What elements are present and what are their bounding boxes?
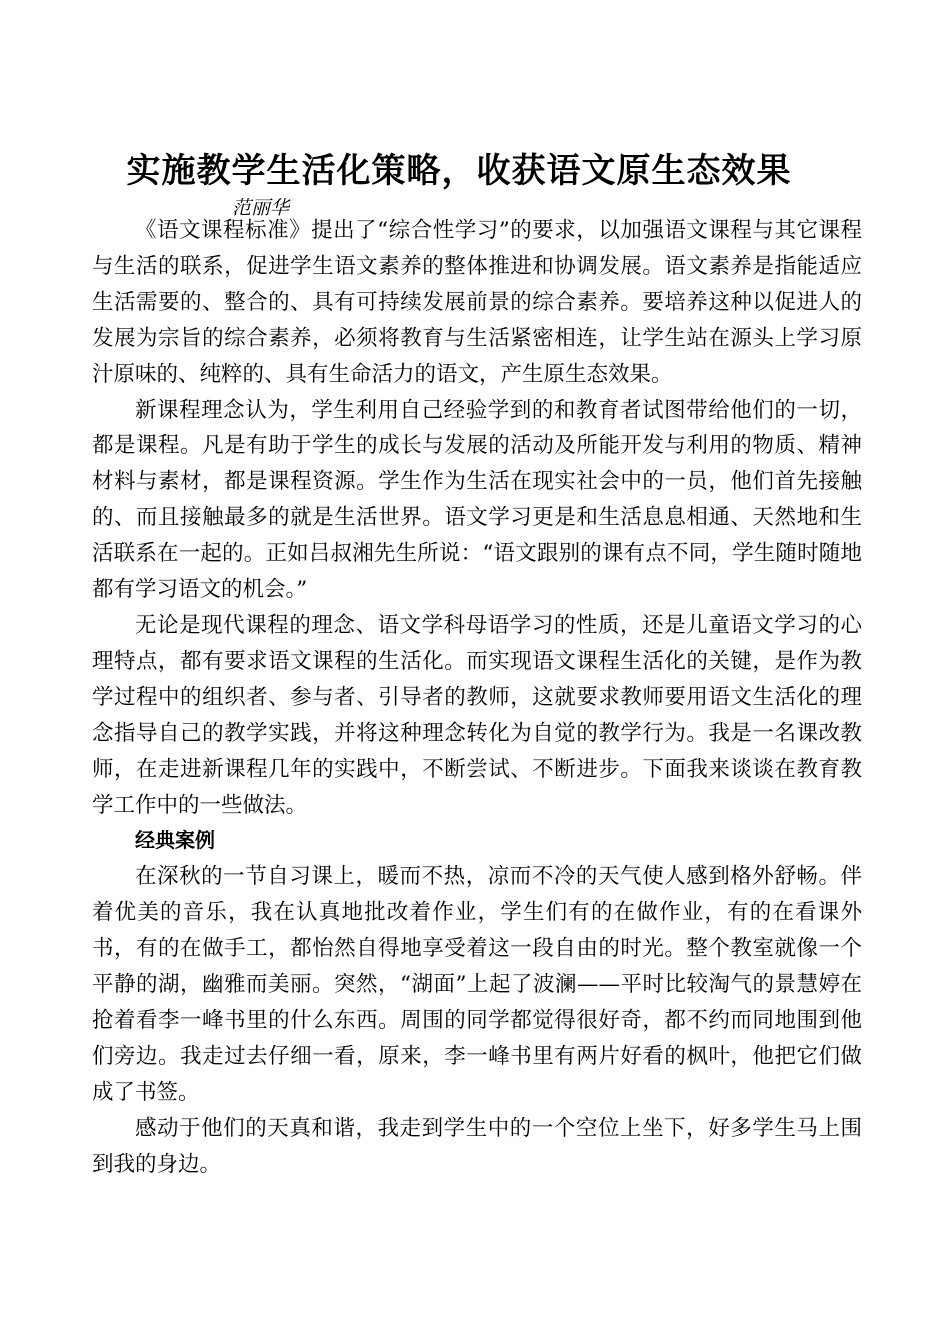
- author-name: 范丽华: [232, 197, 290, 219]
- paragraph-teacher: 无论是现代课程的理念、语文学科母语学习的性质，还是儿童语文学习的心理特点，都有要求语文课程的生活化。而实现语文课程生活化的关键，是作为教学过程中的组织者、参与者、引导者的教师，这就要求教师要用语文生活化的理念指导自己的教学实践，并将这种理念转化为自觉的教学行为。我是一名课改教师，在走进新课程几年的实践中，不断尝试、不断进步。下面我来谈谈在教育教学工作中的一些做法。: [92, 612, 862, 818]
- paragraph-case-continued: 感动于他们的天真和谐，我走到学生中的一个空位上坐下，好多学生马上围到我的身边。: [92, 1115, 862, 1177]
- paragraph-case-story: 在深秋的一节自习课上，暖而不热，凉而不冷的天气使人感到格外舒畅。伴着优美的音乐，我在认真地批改着作业，学生们有的在做作业，有的在看课外书，有的在做手工，都怡然自得地享受着这一段自由的时光。整个教室就像一个平静的湖，幽雅而美丽。突然，“湖面”上起了波澜——平时比较淘气的景慧婷在抢着看李一峰书里的什么东西。周围的同学都觉得很好奇，都不约而同地围到他们旁边。我走过去仔细一看，原来，李一峰书里有两片好看的枫叶，他把它们做成了书签。: [92, 864, 862, 1105]
- paragraph-curriculum: 新课程理念认为，学生利用自己经验学到的和教育者试图带给他们的一切，都是课程。凡是有助于学生的成长与发展的活动及所能开发与利用的物质、精神材料与素材，都是课程资源。学生作为生活在现实社会中的一员，他们首先接触的、而且接触最多的就是生活世界。语文学习更是和生活息息相通、天然地和生活联系在一起的。正如吕叔湘先生所说：“语文跟别的课有点不同，学生随时随地都有学习语文的机会。”: [92, 397, 862, 603]
- paragraph-intro: 《语文课程标准》提出了“综合性学习”的要求，以加强语文课程与其它课程与生活的联系，促进学生语文素养的整体推进和协调发展。语文素养是指能适应生活需要的、整合的、具有可持续发展前景的综合素养。要培养这种以促进人的发展为宗旨的综合素养，必须将教育与生活紧密相连，让学生站在源头上学习原汁原味的、纯粹的、具有生命活力的语文，产生原生态效果。: [92, 218, 862, 387]
- document-title: 实施教学生活化策略，收获语文原生态效果: [126, 151, 792, 191]
- document-body: [92, 213, 862, 1182]
- section-heading: 经典案例: [135, 828, 215, 853]
